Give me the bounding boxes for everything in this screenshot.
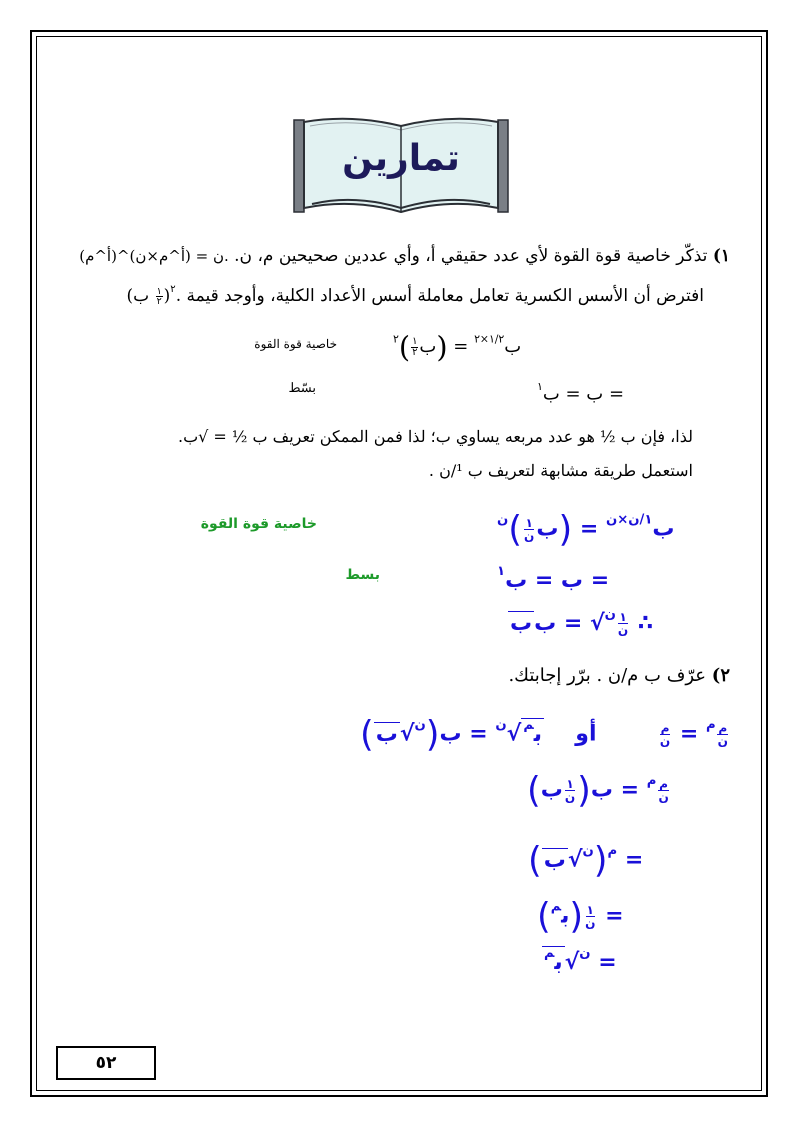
answer1-reason2: بسط [345, 567, 380, 583]
exercise1-step2-reason: بسّط [288, 381, 316, 396]
or-word: أو [575, 721, 597, 747]
exercise2-prompt [508, 665, 730, 686]
answer2-step3: (ب√$^ن$)$^م$ = [528, 840, 644, 881]
answer1-conclusion: ب $^ن$√ = ب $\frac{١}{\text{ن}}$ ∴ [510, 607, 654, 638]
exercise2-prompt-text: عرّف ب م/ن . برّر إجابتك. [508, 665, 707, 686]
answer2-step5: ب$^م$ √$^ن$ = [544, 946, 617, 975]
exercise1-line2-text: افترض أن الأسس الكسرية تعامل معاملة أسس الأعداد الكلية، وأوجد قيمة [186, 286, 704, 307]
exercise1-step1: ب$^{١/٢\times ٢}$ = (ب $\frac{١}{٢}$ )$^٢$ [393, 330, 522, 364]
page-number-box [56, 1046, 156, 1080]
page-number: ٥٢ [95, 1053, 117, 1073]
exercise1-step1-reason: خاصية قوة القوة [254, 337, 337, 351]
answer2-step4: ( ب$^م$ ) $\frac{١}{\text{ن}}$ = [537, 896, 624, 937]
exercise1-line2 [127, 284, 704, 307]
exercise1-line1-formula: (أ^م)^ن = (أ^م×ن). [79, 247, 229, 265]
exercises-banner [292, 112, 510, 216]
answer1-reason1: خاصية قوة القوة [200, 516, 317, 532]
answer1-step1: ب$^{١/ن\times ن}$ = (ب $\frac{١}{\text{ن}}$ )$^ن$ [497, 509, 675, 550]
exercise1-line1-text: تذكّر خاصية قوة القوة لأي عدد حقيقي أ، وأي عددين صحيحين م، ن. [234, 246, 708, 266]
exercise1-line1 [79, 246, 730, 266]
banner-title: تمارين [342, 138, 460, 179]
exercise2-number: ٢) [711, 665, 730, 686]
exercise1-step2: ب = ب$^١$ = [537, 380, 625, 405]
exercise1-line2-expression: (ب $\frac{١}{٢}$ )$^٢$. [126, 284, 182, 308]
exercise1-line3: لذا، فإن ب ½ هو عدد مربعه يساوي ب؛ لذا فمن الممكن تعريف ب ½ = √ب. [178, 427, 693, 446]
exercise1-number: ١) [712, 246, 730, 266]
exercise1-line4: استعمل طريقة مشابهة لتعريف ب ¹/ن . [428, 461, 693, 480]
answer2-step2: (ب $\frac{١}{\text{ن}}$ ) $^م$ = ب $\frac{\text{م}}{\text{ن}}$ [527, 770, 669, 811]
answer1-step2: ب = ب$^١$ = [497, 564, 610, 593]
answer2-step1: (ب√$^ن$) $^م$ = $\frac{\text{م}}{\text{ن}}$ أو ب$^م$√$^ن$ = ب $\frac{\text{م}}{\text{ن}}$ [360, 714, 728, 755]
